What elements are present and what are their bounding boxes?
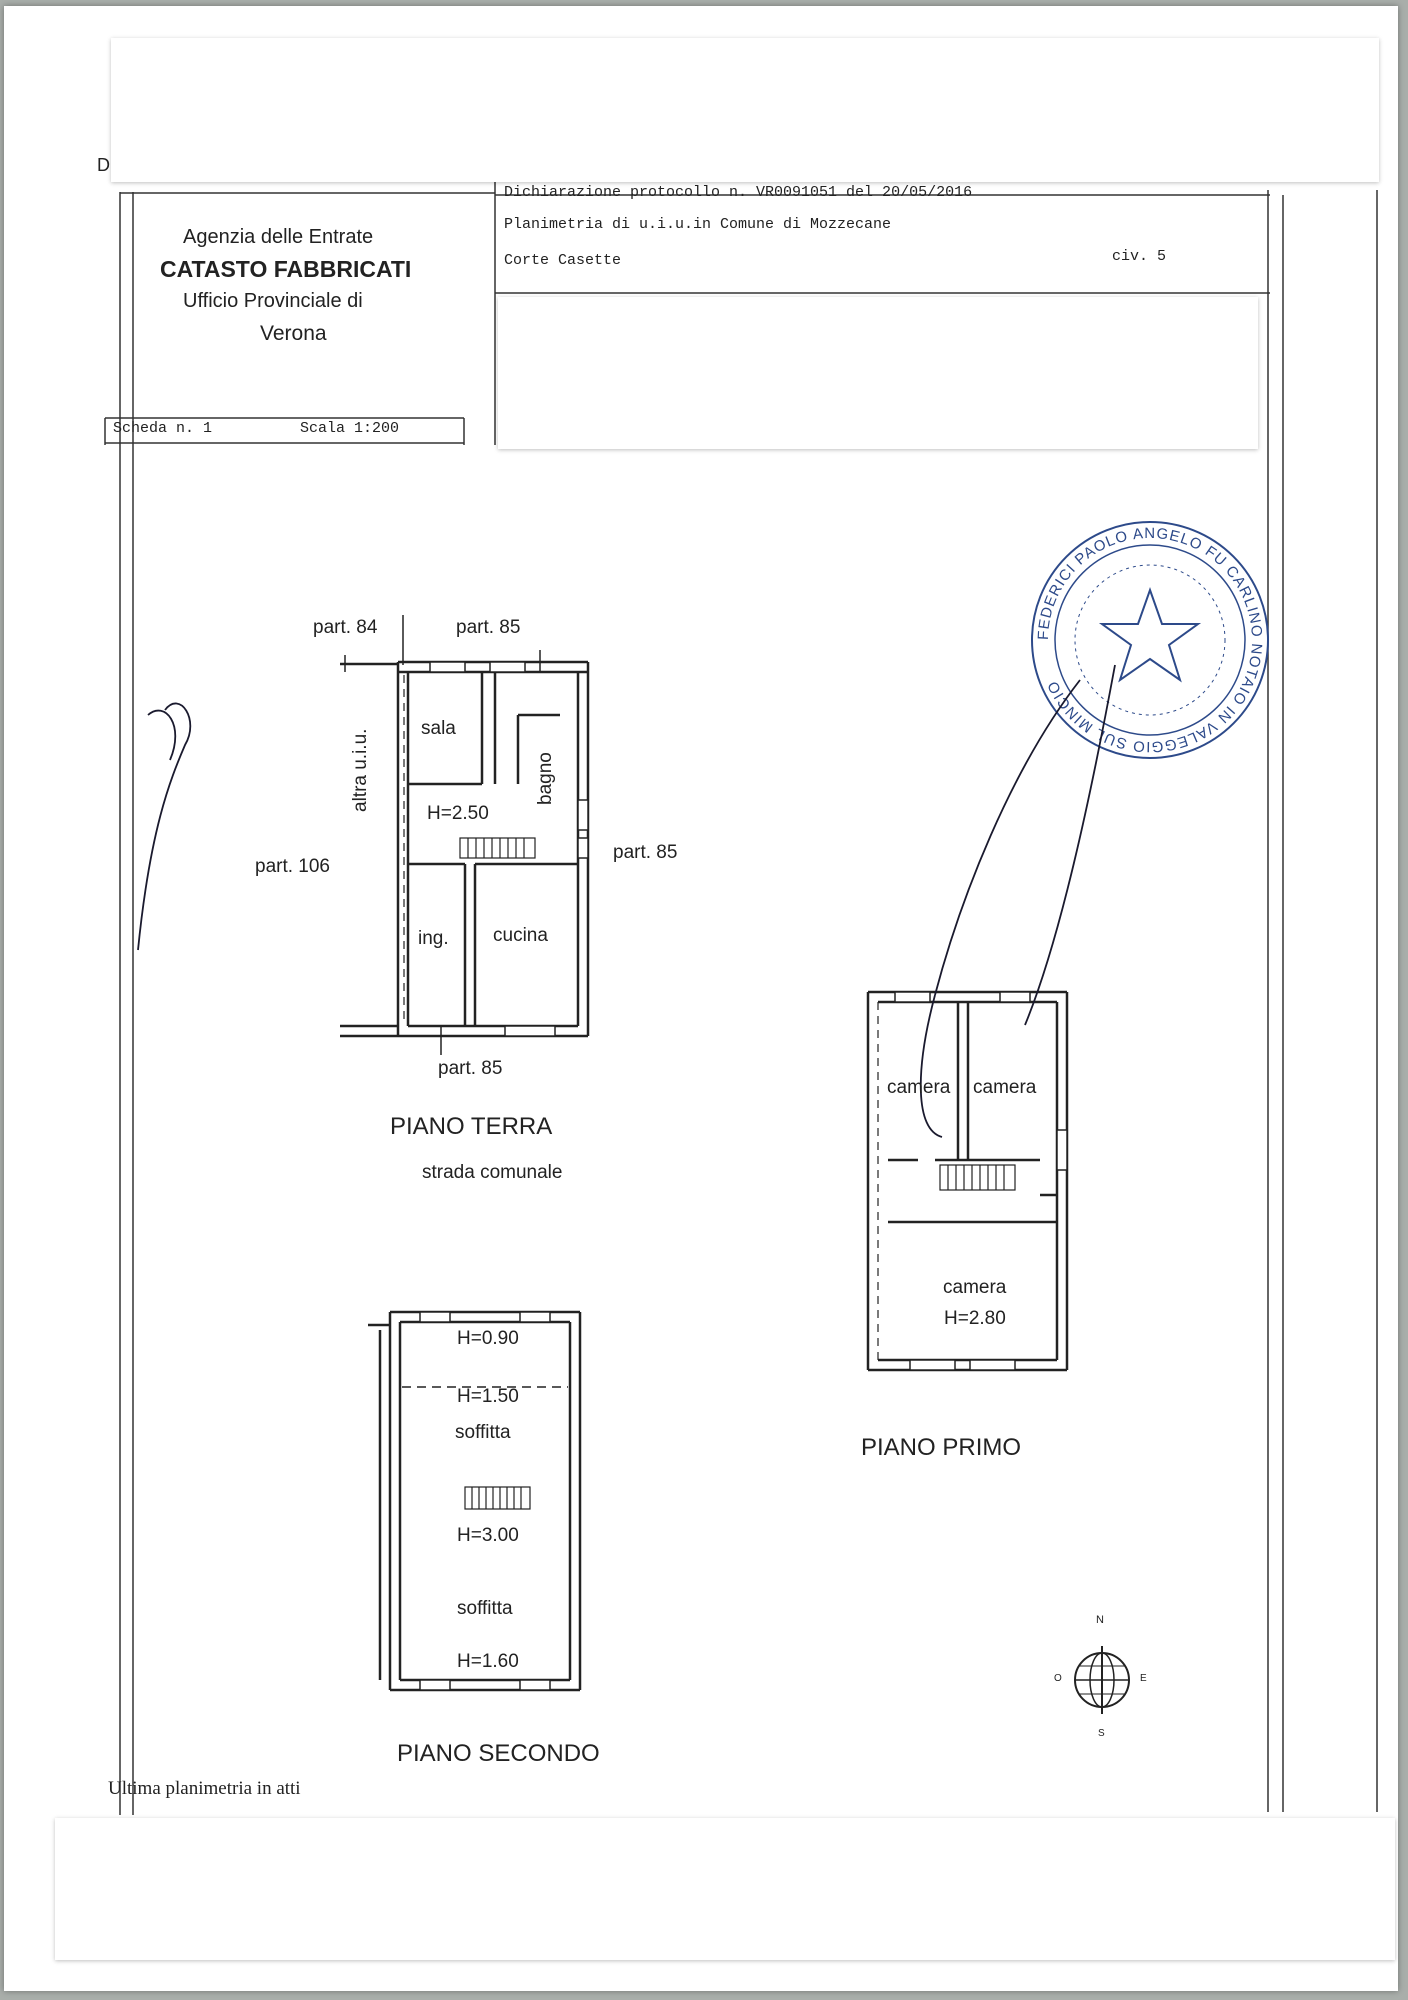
compass-west: O <box>1054 1673 1062 1684</box>
part-106-label: part. 106 <box>255 856 330 877</box>
redacted-area-header <box>498 297 1258 449</box>
second-floor-plan <box>368 1312 580 1690</box>
compass-rose <box>1075 1646 1129 1714</box>
attic-height-2: H=1.50 <box>457 1386 519 1407</box>
office-line: Ufficio Provinciale di <box>183 290 363 312</box>
part-85-bottom-label: part. 85 <box>438 1058 503 1079</box>
attic-height-3: H=3.00 <box>457 1525 519 1546</box>
civic-number: civ. 5 <box>1112 248 1167 265</box>
redacted-area-bottom <box>55 1818 1395 1960</box>
room-bagno: bagno <box>535 752 556 805</box>
piano-secondo-title: PIANO SECONDO <box>397 1740 600 1767</box>
svg-text:FEDERICI PAOLO ANGELO FU CARLI <box>1035 525 1265 755</box>
ground-floor-plan <box>340 615 588 1055</box>
compass-east: E <box>1140 1673 1147 1684</box>
part-85-top-label: part. 85 <box>456 617 521 638</box>
office-city: Verona <box>260 322 327 345</box>
ground-height: H=2.50 <box>427 803 489 824</box>
compass-north: N <box>1096 1614 1104 1626</box>
room-sala: sala <box>421 718 456 739</box>
compass-south: S <box>1098 1728 1105 1739</box>
redacted-area-top <box>111 38 1379 182</box>
room-ingresso: ing. <box>418 928 449 949</box>
address-line: Corte Casette <box>504 252 622 269</box>
piano-primo-title: PIANO PRIMO <box>861 1434 1022 1461</box>
planimetry-line: Planimetria di u.i.u.in Comune di Mozzecane <box>504 216 892 233</box>
piano-terra-title: PIANO TERRA <box>390 1113 553 1140</box>
stamp-text: FEDERICI PAOLO ANGELO FU CARLINO NOTAIO IN VALEGGIO SUL MINCIO <box>1034 524 1266 756</box>
scale-label: Scala 1:200 <box>300 420 400 437</box>
room-camera-2: camera <box>973 1077 1037 1098</box>
agency-name: Agenzia delle Entrate <box>183 226 374 248</box>
catasto-title: CATASTO FABBRICATI <box>160 256 412 282</box>
room-camera-3: camera <box>943 1277 1007 1298</box>
road-label: strada comunale <box>422 1162 563 1183</box>
scheda-number: Scheda n. 1 <box>113 420 213 437</box>
part-85-right-label: part. 85 <box>613 842 678 863</box>
room-soffitta-2: soffitta <box>457 1598 513 1619</box>
footer-note: Ultima planimetria in atti <box>108 1778 301 1799</box>
notary-stamp <box>1032 522 1268 758</box>
room-camera-1: camera <box>887 1077 951 1098</box>
first-height: H=2.80 <box>944 1308 1006 1329</box>
attic-height-1: H=0.90 <box>457 1328 519 1349</box>
attic-height-4: H=1.60 <box>457 1651 519 1672</box>
corner-letter: D <box>97 155 110 175</box>
protocol-line: Dichiarazione protocollo n. VR0091051 del 20/05/2016 <box>504 184 973 201</box>
room-soffitta-1: soffitta <box>455 1422 511 1443</box>
altra-uiu-label: altra u.i.u. <box>350 728 371 812</box>
part-84-label: part. 84 <box>313 617 378 638</box>
room-cucina: cucina <box>493 925 548 946</box>
